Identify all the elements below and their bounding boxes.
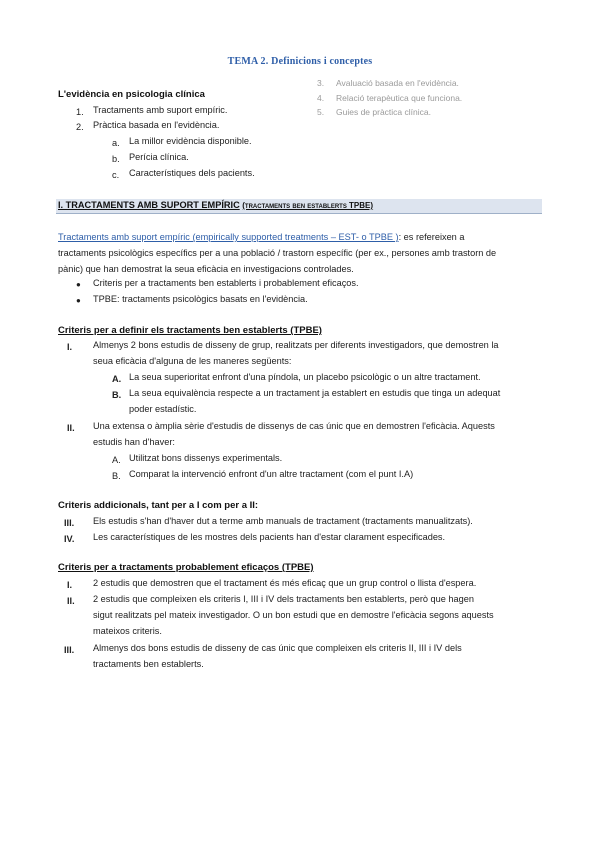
criteria-text: Almenys 2 bons estudis de disseny de grup, realitzats per diferents investigadors, que demostren la xyxy=(93,340,499,350)
criteria-text: La seua superioritat enfront d'una píndola, un placebo psicològic o un altre tractament. xyxy=(129,372,481,382)
criteria-text: 2 estudis que demostren que el tractament és més eficaç que un grup control o llista d'espera. xyxy=(93,578,477,588)
definition-text-3: pànic) que han demostrat la seua eficàcia en investigacions controlades. xyxy=(58,263,354,274)
intro-right-text: Guies de pràctica clínica. xyxy=(336,107,431,117)
roman-numeral: III. xyxy=(64,645,75,655)
criteria-text: mateixos criteris. xyxy=(93,626,162,636)
bullet-icon: ● xyxy=(76,280,81,289)
roman-numeral: II. xyxy=(67,596,75,606)
criteria-text: Una extensa o àmplia sèrie d'estudis de dissenys de cas únic que en demostren l'eficàcia. Aquests xyxy=(93,421,495,431)
definition-link[interactable]: Tractaments amb suport empíric (empirically supported treatments – EST- o TPBE ) xyxy=(58,232,399,242)
criteria-text: 2 estudis que compleixen els criteris I, III i IV dels tractaments ben establerts, però que hagen xyxy=(93,594,474,604)
document-title: TEMA 2. Definicions i conceptes xyxy=(227,56,373,67)
intro-right-number: 4. xyxy=(317,93,325,103)
intro-heading: L'evidència en psicologia clínica xyxy=(58,89,205,100)
criteria-text: poder estadístic. xyxy=(129,404,197,414)
intro-subitem-letter: a. xyxy=(112,138,120,148)
roman-numeral: II. xyxy=(67,423,75,433)
section-heading-paren: (tractaments ben establerts TPBE) xyxy=(242,201,374,210)
letter-label: B. xyxy=(112,390,122,400)
intro-subitem-letter: c. xyxy=(112,170,120,180)
intro-right-number: 3. xyxy=(317,78,325,88)
letter-label: A. xyxy=(112,374,122,384)
criteria-text: sigut realitzats pel mateix investigador. O un bon estudi que en demostre l'eficàcia segons aquests xyxy=(93,610,494,620)
intro-subitem-letter: b. xyxy=(112,154,120,164)
bullet-icon: ● xyxy=(76,296,81,305)
letter-label: A. xyxy=(112,455,121,465)
bullet-text: Criteris per a tractaments ben establerts i probablement eficaços. xyxy=(93,278,359,288)
roman-numeral: I. xyxy=(67,580,73,590)
roman-numeral: IV. xyxy=(64,534,75,544)
intro-item-number: 2. xyxy=(76,122,84,132)
criteria-text: tractaments ben establerts. xyxy=(93,659,204,669)
criteria-text: Utilitzat bons dissenys experimentals. xyxy=(129,453,283,463)
definition-text-2: tractaments psicològics específics per a una població / trastorn específic (per ex., persones amb trastorn de xyxy=(58,247,497,258)
intro-right-text: Avaluació basada en l'evidència. xyxy=(336,78,459,88)
section-heading xyxy=(58,200,373,210)
intro-subitem-text: Característiques dels pacients. xyxy=(129,168,255,178)
letter-label: B. xyxy=(112,471,121,481)
criteria-text: seua eficàcia d'alguna de les maneres següents: xyxy=(93,356,292,366)
criteria-probable-heading: Criteris per a tractaments probablement eficaços (TPBE) xyxy=(58,562,314,573)
roman-numeral: III. xyxy=(64,518,75,528)
intro-item-number: 1. xyxy=(76,107,84,117)
criteria-text: Les característiques de les mostres dels pacients han d'estar clarament especificades. xyxy=(93,532,446,542)
criteria-text: La seua equivalència respecte a un tractament ja establert en estudis que tinga un adequat xyxy=(129,388,501,398)
roman-numeral: I. xyxy=(67,342,73,352)
section-heading-main: I. TRACTAMENTS AMB SUPORT EMPÍRIC xyxy=(58,200,240,210)
bullet-text: TPBE: tractaments psicològics basats en l'evidència. xyxy=(93,294,308,304)
criteria-text: Els estudis s'han d'haver dut a terme amb manuals de tractament (tractaments manualitzats). xyxy=(93,516,473,526)
intro-item-text: Pràctica basada en l'evidència. xyxy=(93,120,220,130)
definition-text-1: : es refereixen a xyxy=(398,232,465,242)
definition-paragraph xyxy=(58,230,548,277)
intro-right-number: 5. xyxy=(317,107,325,117)
criteria-text: Comparat la intervenció enfront d'un altre tractament (com el punt I.A) xyxy=(129,469,414,479)
intro-item-text: Tractaments amb suport empíric. xyxy=(93,105,228,115)
criteria-tpbe-heading: Criteris per a definir els tractaments ben establerts (TPBE) xyxy=(58,325,322,336)
intro-right-text: Relació terapèutica que funciona. xyxy=(336,93,463,103)
criteria-additional-heading: Criteris addicionals, tant per a I com per a II: xyxy=(58,500,259,511)
criteria-text: Almenys dos bons estudis de disseny de cas únic que compleixen els criteris II, III i IV dels xyxy=(93,643,462,653)
intro-subitem-text: La millor evidència disponible. xyxy=(129,136,252,146)
intro-subitem-text: Perícia clínica. xyxy=(129,152,189,162)
criteria-text: estudis han d'haver: xyxy=(93,437,175,447)
